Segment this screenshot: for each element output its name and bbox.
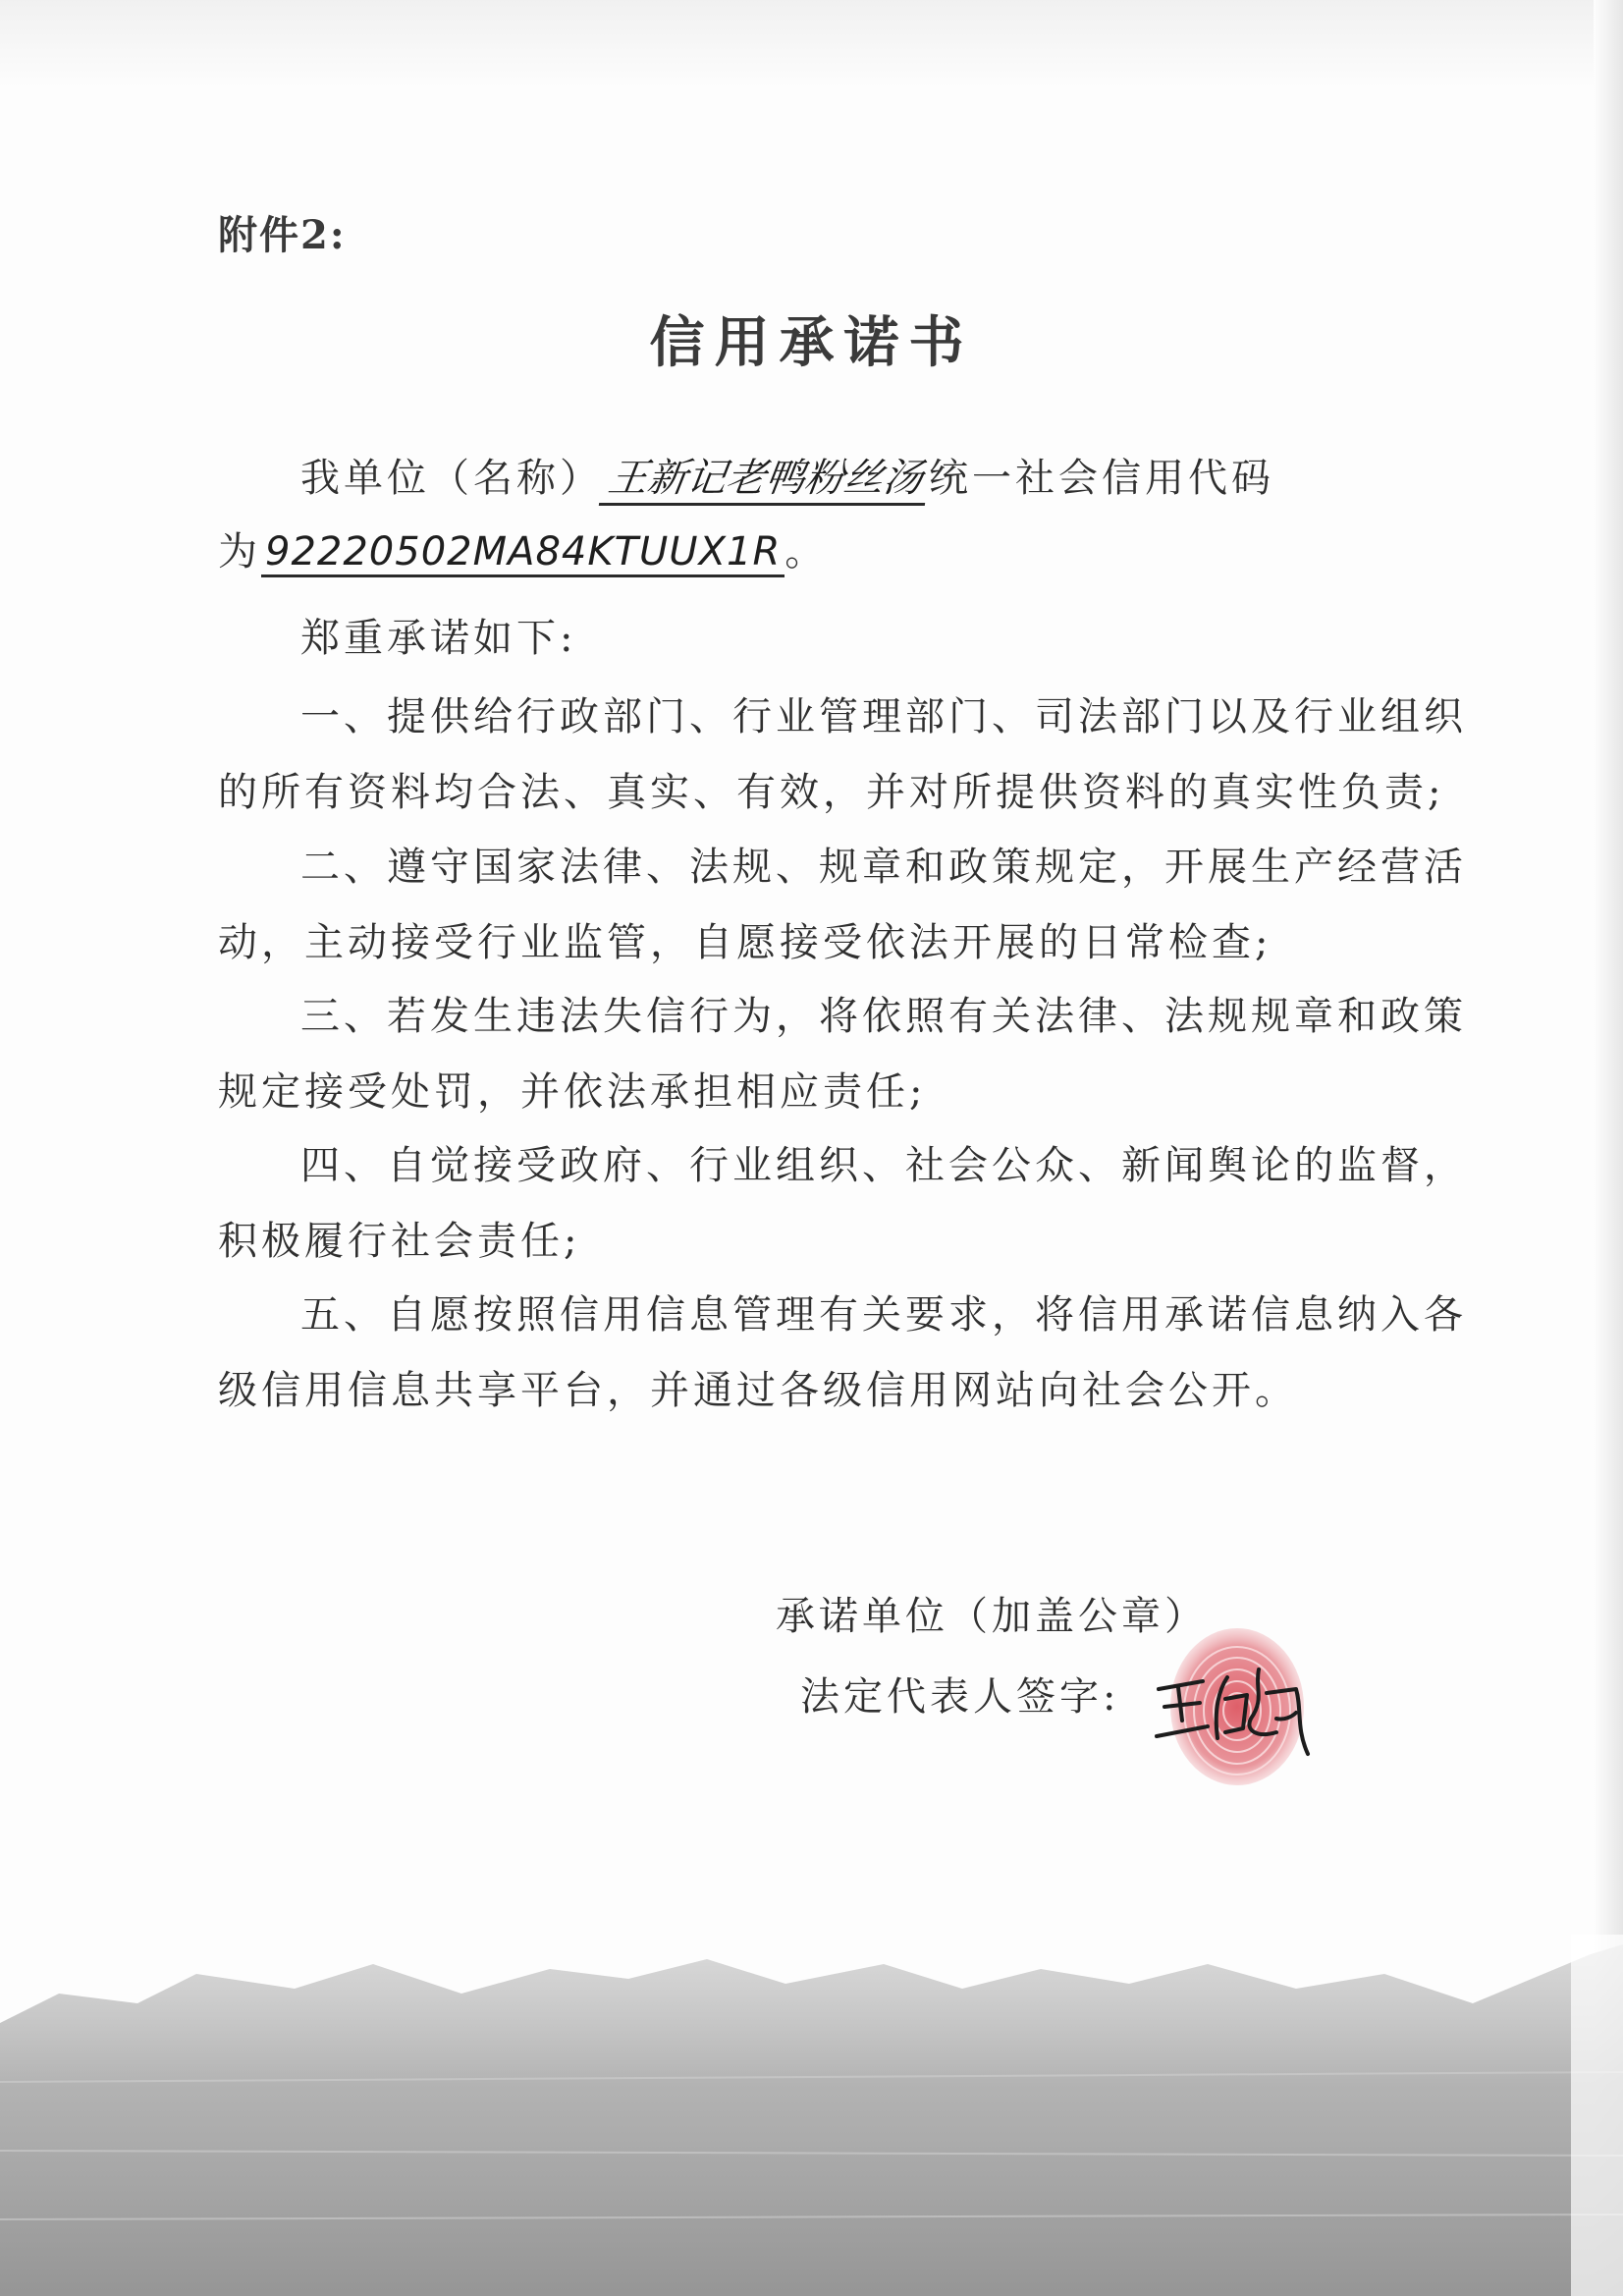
intro-mid: 统一社会信用代码 (929, 456, 1274, 501)
clause-5-line-2: 级信用信息共享平台，并通过各级信用网站向社会公开。 (218, 1368, 1298, 1413)
attachment-label: 附件2: (218, 212, 347, 258)
clause-4-line-2: 积极履行社会责任; (218, 1219, 581, 1264)
clause-4-line-1: 四、自觉接受政府、行业组织、社会公众、新闻舆论的监督， (300, 1143, 1467, 1188)
intro-prefix: 我单位（名称） (300, 456, 603, 501)
clause-3-line-1: 三、若发生违法失信行为，将依照有关法律、法规规章和政策 (300, 994, 1467, 1039)
legal-rep-label: 法定代表人签字: (800, 1674, 1120, 1720)
committing-unit-label: 承诺单位（加盖公章） (776, 1594, 1208, 1639)
handwritten-credit-code: 92220502MA84KTUUX1R (261, 529, 784, 577)
code-prefix: 为 (218, 529, 261, 574)
signature-icon (1149, 1660, 1316, 1768)
handwritten-unit-name: 王新记老鸭粉丝汤 (599, 447, 933, 506)
document-title: 信用承诺书 (649, 310, 974, 375)
clause-1-line-2: 的所有资料均合法、真实、有效，并对所提供资料的真实性负责; (218, 770, 1445, 815)
clause-2-line-1: 二、遵守国家法律、法规、规章和政策规定，开展生产经营活 (300, 845, 1467, 890)
intro-line-2 (218, 520, 828, 576)
clause-3-line-2: 规定接受处罚，并依法承担相应责任; (218, 1069, 927, 1115)
code-suffix: 。 (784, 529, 829, 574)
clause-1-line-1: 一、提供给行政部门、行业管理部门、司法部门以及行业组织 (300, 694, 1467, 739)
intro-line-1 (300, 447, 1274, 506)
bottom-scan-band (0, 1935, 1623, 2296)
clause-2-line-2: 动，主动接受行业监管，自愿接受依法开展的日常检查; (218, 920, 1272, 965)
clause-5-line-1: 五、自愿按照信用信息管理有关要求，将信用承诺信息纳入各 (300, 1292, 1467, 1338)
lead-text: 郑重承诺如下: (300, 616, 577, 661)
scan-streak (0, 0, 1623, 88)
